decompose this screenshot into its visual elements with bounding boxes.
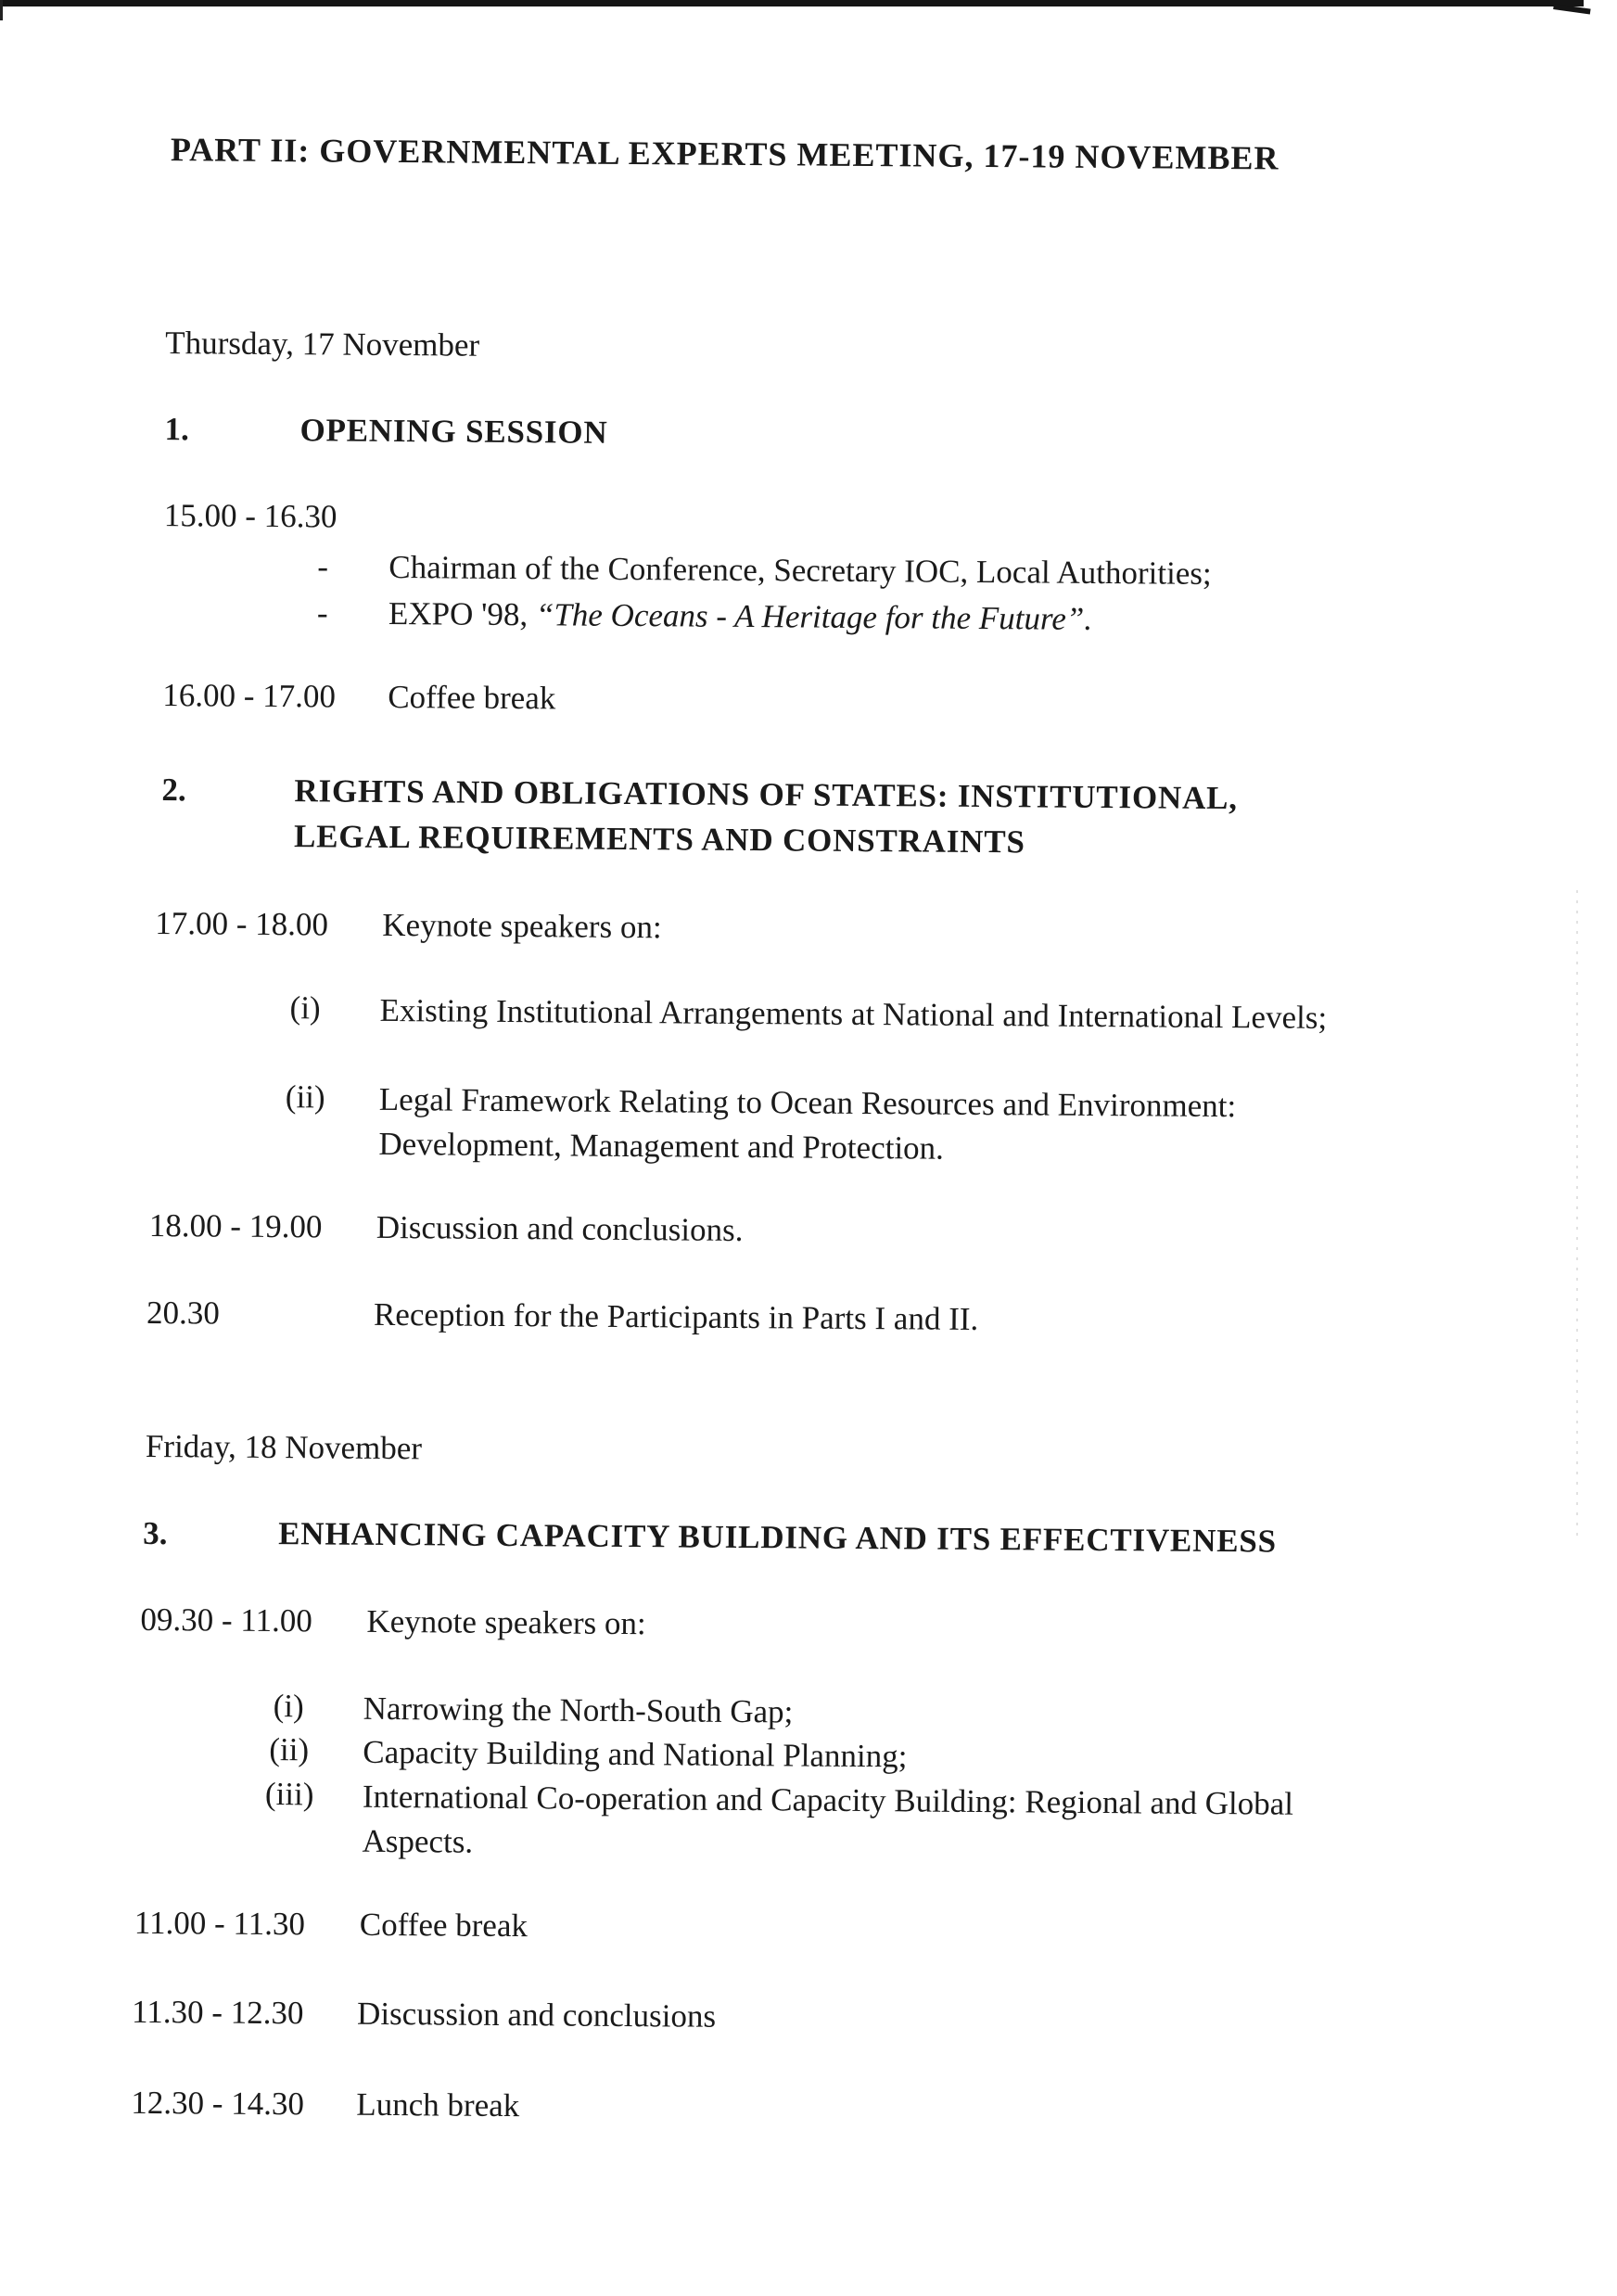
item-text: Existing Institutional Arrangements at National and International Levels;	[379, 991, 1328, 1036]
section-number-2: 2.	[161, 772, 186, 809]
item-label: (i)	[273, 1688, 304, 1725]
item-text: International Co-operation and Capacity Building: Regional and Global Aspects.	[362, 1778, 1294, 1860]
time-12-30: 12.30 - 14.30	[131, 2084, 305, 2123]
section-heading-2-line-2: LEGAL REQUIREMENTS AND CONSTRAINTS	[293, 818, 1025, 861]
bullet-text-2: EXPO '98, “The Oceans - A Heritage for the Future”.	[388, 594, 1093, 637]
item-label: (i)	[289, 989, 321, 1027]
entry-text-discussion: Discussion and conclusions	[356, 1995, 717, 2035]
entry-text-coffee-break: Coffee break	[359, 1906, 528, 1945]
entry-text-lunch-break: Lunch break	[356, 2086, 520, 2124]
item-label: (iii)	[264, 1775, 314, 1813]
section-heading-3: ENHANCING CAPACITY BUILDING AND ITS EFFECTIVENESS	[278, 1515, 1278, 1560]
day-heading-friday: Friday, 18 November	[145, 1427, 423, 1467]
section-heading-1: OPENING SESSION	[299, 412, 608, 451]
document-title: PART II: GOVERNMENTAL EXPERTS MEETING, 17-19 NOVEMBER	[170, 131, 1280, 177]
time-16-00: 16.00 - 17.00	[162, 677, 337, 715]
item-label: (ii)	[269, 1730, 310, 1768]
time-11-30: 11.30 - 12.30	[131, 1993, 304, 2032]
entry-text-keynote: Keynote speakers on:	[366, 1602, 646, 1642]
bullet-dash: -	[317, 548, 329, 585]
item-text: Narrowing the North-South Gap;	[363, 1690, 794, 1730]
entry-text-keynote: Keynote speakers on:	[382, 906, 662, 946]
time-18-00: 18.00 - 19.00	[148, 1206, 323, 1245]
entry-text-coffee-break: Coffee break	[388, 678, 556, 717]
item-text: Legal Framework Relating to Ocean Resources and Environment: Development, Management and Protection.	[378, 1080, 1237, 1167]
item-label: (ii)	[285, 1078, 325, 1116]
time-11-00: 11.00 - 11.30	[134, 1904, 306, 1943]
item-text: Capacity Building and National Planning;	[363, 1733, 908, 1775]
entry-text-discussion: Discussion and conclusions.	[376, 1208, 744, 1248]
day-heading-thursday: Thursday, 17 November	[165, 325, 480, 364]
section-number-3: 3.	[143, 1514, 168, 1552]
section-heading-2-line-1: RIGHTS AND OBLIGATIONS OF STATES: INSTITUTIONAL,	[294, 772, 1238, 817]
time-20-30: 20.30	[146, 1294, 220, 1332]
bullet-dash: -	[316, 594, 328, 631]
section-number-1: 1.	[164, 411, 189, 448]
bullet-text-1: Chairman of the Conference, Secretary IOC, Local Authorities;	[388, 548, 1212, 592]
time-17-00: 17.00 - 18.00	[155, 905, 329, 943]
time-15-00: 15.00 - 16.30	[163, 497, 337, 535]
time-09-30: 09.30 - 11.00	[140, 1601, 312, 1639]
entry-text-reception: Reception for the Participants in Parts I and II.	[373, 1295, 979, 1337]
